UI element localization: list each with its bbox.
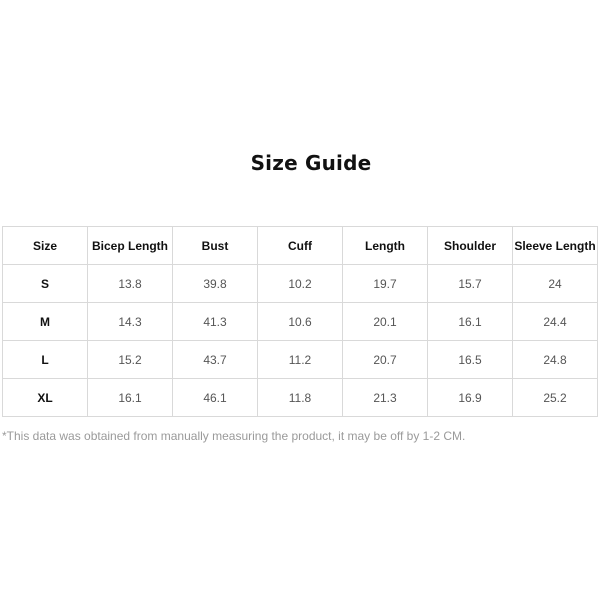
header-sleeve-length: Sleeve Length	[513, 227, 598, 265]
header-bicep-length: Bicep Length	[88, 227, 173, 265]
table-cell: 21.3	[343, 379, 428, 417]
table-cell: 24.4	[513, 303, 598, 341]
size-label: XL	[3, 379, 88, 417]
table-cell: 20.1	[343, 303, 428, 341]
size-label: M	[3, 303, 88, 341]
table-row	[3, 379, 598, 417]
header-size: Size	[3, 227, 88, 265]
table-cell: 41.3	[173, 303, 258, 341]
header-length: Length	[343, 227, 428, 265]
table-row	[3, 265, 598, 303]
table-row	[3, 341, 598, 379]
table-cell: 15.7	[428, 265, 513, 303]
size-label: S	[3, 265, 88, 303]
table-cell: 20.7	[343, 341, 428, 379]
table-cell: 13.8	[88, 265, 173, 303]
size-chart-table	[2, 226, 598, 417]
table-cell: 24	[513, 265, 598, 303]
table-cell: 25.2	[513, 379, 598, 417]
measurement-disclaimer: *This data was obtained from manually measuring the product, it may be off by 1-2 CM.	[2, 429, 466, 443]
page-title: Size Guide	[250, 151, 372, 175]
table-cell: 16.1	[428, 303, 513, 341]
table-row	[3, 303, 598, 341]
table-header-row	[3, 227, 598, 265]
table-cell: 15.2	[88, 341, 173, 379]
table-cell: 19.7	[343, 265, 428, 303]
table-cell: 11.8	[258, 379, 343, 417]
table-cell: 16.1	[88, 379, 173, 417]
table-cell: 11.2	[258, 341, 343, 379]
header-bust: Bust	[173, 227, 258, 265]
table-cell: 16.5	[428, 341, 513, 379]
table-cell: 39.8	[173, 265, 258, 303]
table-cell: 10.6	[258, 303, 343, 341]
table-cell: 14.3	[88, 303, 173, 341]
size-label: L	[3, 341, 88, 379]
table-cell: 16.9	[428, 379, 513, 417]
table-cell: 10.2	[258, 265, 343, 303]
header-shoulder: Shoulder	[428, 227, 513, 265]
header-cuff: Cuff	[258, 227, 343, 265]
table-cell: 46.1	[173, 379, 258, 417]
table-cell: 24.8	[513, 341, 598, 379]
table-cell: 43.7	[173, 341, 258, 379]
